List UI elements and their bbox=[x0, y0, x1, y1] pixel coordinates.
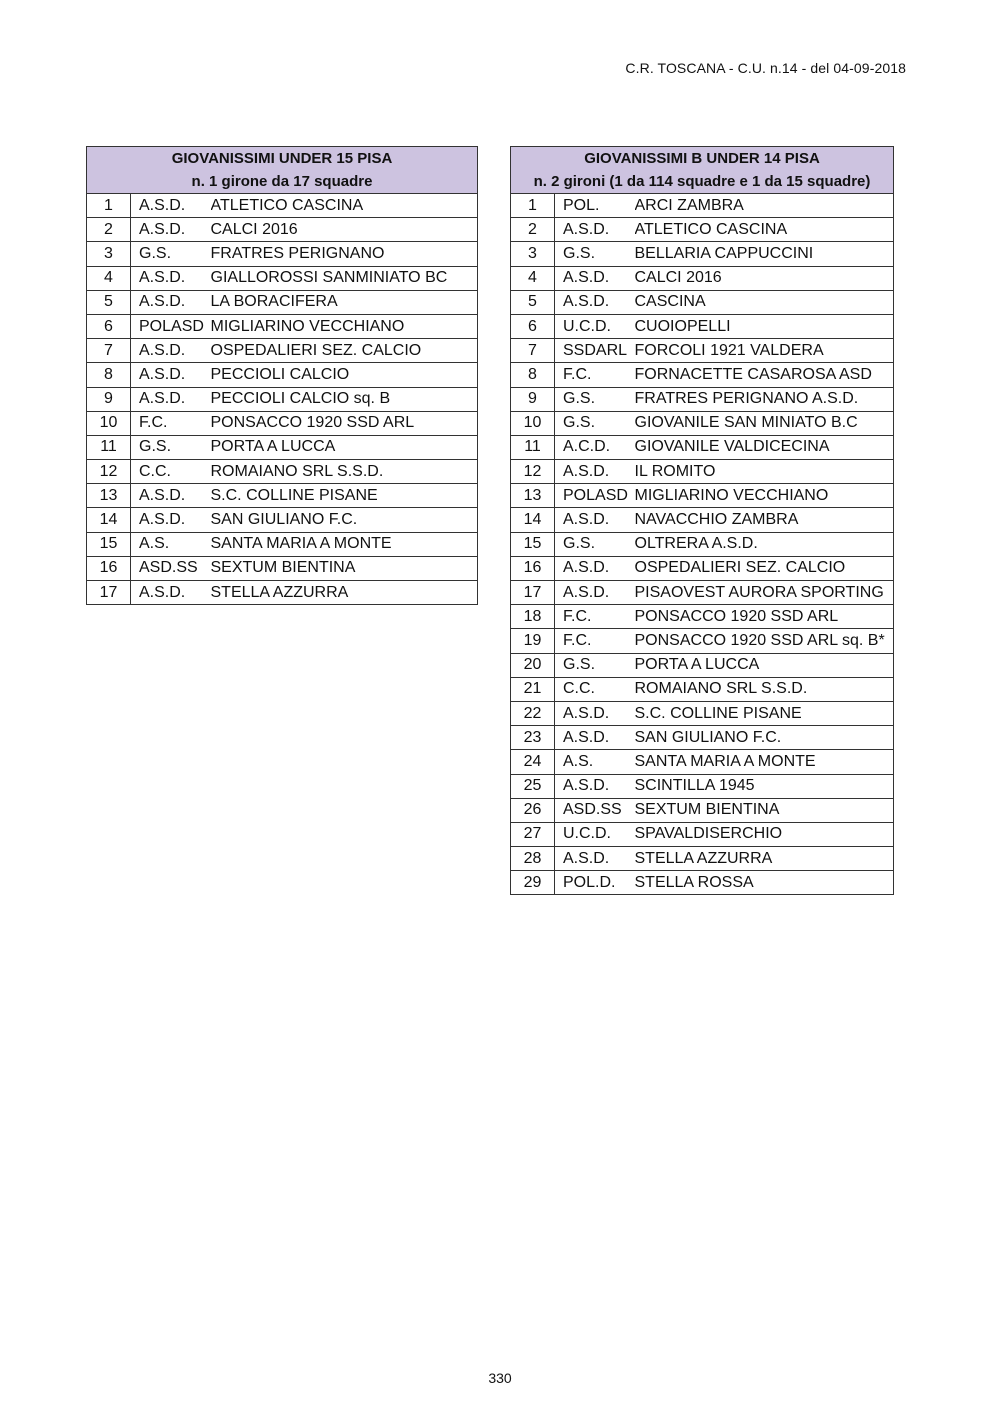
team-name: PONSACCO 1920 SSD ARL bbox=[211, 411, 478, 435]
table-row bbox=[511, 822, 894, 846]
team-number: 3 bbox=[511, 242, 555, 266]
team-name: NAVACCHIO ZAMBRA bbox=[635, 508, 894, 532]
team-name: SEXTUM BIENTINA bbox=[635, 798, 894, 822]
table-row bbox=[87, 363, 478, 387]
club-type: A.S.D. bbox=[131, 508, 211, 532]
club-type: G.S. bbox=[555, 411, 635, 435]
team-number: 4 bbox=[511, 266, 555, 290]
team-name: FRATRES PERIGNANO A.S.D. bbox=[635, 387, 894, 411]
team-number: 11 bbox=[87, 435, 131, 459]
team-name: PONSACCO 1920 SSD ARL bbox=[635, 605, 894, 629]
team-name: SANTA MARIA A MONTE bbox=[635, 750, 894, 774]
table-row bbox=[511, 847, 894, 871]
table-row bbox=[511, 532, 894, 556]
team-name: ATLETICO CASCINA bbox=[211, 194, 478, 218]
team-name: LA BORACIFERA bbox=[211, 290, 478, 314]
team-number: 9 bbox=[87, 387, 131, 411]
club-type: C.C. bbox=[555, 677, 635, 701]
table-row bbox=[511, 460, 894, 484]
team-name: S.C. COLLINE PISANE bbox=[211, 484, 478, 508]
team-number: 24 bbox=[511, 750, 555, 774]
team-name: FORCOLI 1921 VALDERA bbox=[635, 339, 894, 363]
table-subtitle: n. 1 girone da 17 squadre bbox=[191, 173, 373, 190]
table-title: GIOVANISSIMI B UNDER 14 PISA bbox=[584, 150, 820, 167]
team-name: ROMAIANO SRL S.S.D. bbox=[635, 677, 894, 701]
table-row bbox=[511, 218, 894, 242]
table-row bbox=[511, 387, 894, 411]
table-row bbox=[87, 387, 478, 411]
club-type: A.S.D. bbox=[131, 363, 211, 387]
table-row bbox=[87, 339, 478, 363]
table-row bbox=[511, 750, 894, 774]
club-type: U.C.D. bbox=[555, 822, 635, 846]
table-row bbox=[87, 556, 478, 580]
table-heading bbox=[87, 147, 478, 194]
club-type: A.S.D. bbox=[555, 266, 635, 290]
team-name: CUOIOPELLI bbox=[635, 314, 894, 338]
team-number: 14 bbox=[87, 508, 131, 532]
club-type: A.S.D. bbox=[131, 581, 211, 605]
under14-team-table bbox=[510, 146, 894, 895]
team-name: STELLA AZZURRA bbox=[211, 581, 478, 605]
club-type: F.C. bbox=[131, 411, 211, 435]
table-row bbox=[511, 484, 894, 508]
table-row bbox=[87, 508, 478, 532]
club-type: A.S.D. bbox=[555, 508, 635, 532]
club-type: A.S.D. bbox=[555, 581, 635, 605]
team-number: 22 bbox=[511, 701, 555, 725]
team-name: CALCI 2016 bbox=[211, 218, 478, 242]
table-row bbox=[511, 798, 894, 822]
team-name: GIOVANILE VALDICECINA bbox=[635, 435, 894, 459]
team-number: 7 bbox=[87, 339, 131, 363]
team-number: 6 bbox=[511, 314, 555, 338]
club-type: A.S.D. bbox=[131, 218, 211, 242]
team-number: 25 bbox=[511, 774, 555, 798]
team-number: 5 bbox=[87, 290, 131, 314]
team-number: 5 bbox=[511, 290, 555, 314]
team-number: 13 bbox=[87, 484, 131, 508]
table-row bbox=[511, 653, 894, 677]
team-name: GIALLOROSSI SANMINIATO BC bbox=[211, 266, 478, 290]
team-name: OSPEDALIERI SEZ. CALCIO bbox=[635, 556, 894, 580]
team-name: MIGLIARINO VECCHIANO bbox=[635, 484, 894, 508]
table-row bbox=[87, 435, 478, 459]
team-number: 12 bbox=[511, 460, 555, 484]
club-type: A.S.D. bbox=[555, 460, 635, 484]
team-name: PORTA A LUCCA bbox=[211, 435, 478, 459]
club-type: A.S.D. bbox=[555, 701, 635, 725]
club-type: POLASD bbox=[131, 314, 211, 338]
team-number: 2 bbox=[87, 218, 131, 242]
club-type: A.S.D. bbox=[131, 484, 211, 508]
team-name: SANTA MARIA A MONTE bbox=[211, 532, 478, 556]
table-row bbox=[87, 266, 478, 290]
team-number: 19 bbox=[511, 629, 555, 653]
team-name: PISAOVEST AURORA SPORTING bbox=[635, 581, 894, 605]
table-row bbox=[511, 701, 894, 725]
team-name: PECCIOLI CALCIO bbox=[211, 363, 478, 387]
under15-team-table bbox=[86, 146, 478, 605]
table-row bbox=[511, 556, 894, 580]
club-type: G.S. bbox=[555, 532, 635, 556]
table-row bbox=[511, 871, 894, 895]
table-row bbox=[511, 363, 894, 387]
team-number: 14 bbox=[511, 508, 555, 532]
team-name: MIGLIARINO VECCHIANO bbox=[211, 314, 478, 338]
table-row bbox=[87, 581, 478, 605]
table-row bbox=[87, 484, 478, 508]
team-name: CASCINA bbox=[635, 290, 894, 314]
table-row bbox=[87, 194, 478, 218]
team-number: 9 bbox=[511, 387, 555, 411]
table-row bbox=[511, 581, 894, 605]
team-number: 29 bbox=[511, 871, 555, 895]
table-row bbox=[511, 677, 894, 701]
club-type: U.C.D. bbox=[555, 314, 635, 338]
table-body bbox=[511, 194, 894, 895]
team-name: SCINTILLA 1945 bbox=[635, 774, 894, 798]
team-number: 12 bbox=[87, 460, 131, 484]
team-name: STELLA AZZURRA bbox=[635, 847, 894, 871]
club-type: G.S. bbox=[555, 387, 635, 411]
team-number: 11 bbox=[511, 435, 555, 459]
team-number: 7 bbox=[511, 339, 555, 363]
team-number: 15 bbox=[511, 532, 555, 556]
club-type: A.S.D. bbox=[131, 194, 211, 218]
table-row bbox=[87, 460, 478, 484]
team-name: S.C. COLLINE PISANE bbox=[635, 701, 894, 725]
club-type: POL.D. bbox=[555, 871, 635, 895]
table-subtitle: n. 2 gironi (1 da 114 squadre e 1 da 15 squadre) bbox=[533, 173, 871, 190]
team-name: PORTA A LUCCA bbox=[635, 653, 894, 677]
club-type: A.S.D. bbox=[555, 774, 635, 798]
club-type: A.S.D. bbox=[555, 847, 635, 871]
table-row bbox=[87, 532, 478, 556]
club-type: SSDARL bbox=[555, 339, 635, 363]
club-type: A.S.D. bbox=[555, 556, 635, 580]
table-row bbox=[87, 314, 478, 338]
club-type: A.S.D. bbox=[131, 266, 211, 290]
table-heading bbox=[511, 147, 894, 194]
team-number: 23 bbox=[511, 726, 555, 750]
club-type: POLASD bbox=[555, 484, 635, 508]
club-type: POL. bbox=[555, 194, 635, 218]
team-name: BELLARIA CAPPUCCINI bbox=[635, 242, 894, 266]
club-type: ASD.SS bbox=[555, 798, 635, 822]
table-row bbox=[511, 266, 894, 290]
table-row bbox=[511, 339, 894, 363]
club-type: A.S.D. bbox=[555, 218, 635, 242]
club-type: A.S.D. bbox=[131, 290, 211, 314]
team-number: 27 bbox=[511, 822, 555, 846]
team-name: FORNACETTE CASAROSA ASD bbox=[635, 363, 894, 387]
team-number: 8 bbox=[87, 363, 131, 387]
club-type: G.S. bbox=[555, 242, 635, 266]
team-number: 1 bbox=[511, 194, 555, 218]
table-row bbox=[87, 242, 478, 266]
table-row bbox=[511, 508, 894, 532]
team-number: 21 bbox=[511, 677, 555, 701]
team-name: ATLETICO CASCINA bbox=[635, 218, 894, 242]
table-row bbox=[511, 774, 894, 798]
team-name: PONSACCO 1920 SSD ARL sq. B* bbox=[635, 629, 894, 653]
team-number: 4 bbox=[87, 266, 131, 290]
team-name: STELLA ROSSA bbox=[635, 871, 894, 895]
table-row bbox=[87, 290, 478, 314]
team-name: ARCI ZAMBRA bbox=[635, 194, 894, 218]
club-type: A.S. bbox=[555, 750, 635, 774]
team-name: FRATRES PERIGNANO bbox=[211, 242, 478, 266]
club-type: A.S.D. bbox=[555, 290, 635, 314]
team-number: 2 bbox=[511, 218, 555, 242]
club-type: F.C. bbox=[555, 363, 635, 387]
team-name: SEXTUM BIENTINA bbox=[211, 556, 478, 580]
club-type: F.C. bbox=[555, 605, 635, 629]
team-number: 20 bbox=[511, 653, 555, 677]
team-number: 10 bbox=[87, 411, 131, 435]
team-name: SAN GIULIANO F.C. bbox=[211, 508, 478, 532]
table-row bbox=[511, 435, 894, 459]
team-name: SPAVALDISERCHIO bbox=[635, 822, 894, 846]
team-number: 17 bbox=[511, 581, 555, 605]
table-row bbox=[87, 411, 478, 435]
team-name: ROMAIANO SRL S.S.D. bbox=[211, 460, 478, 484]
team-number: 26 bbox=[511, 798, 555, 822]
team-name: OLTRERA A.S.D. bbox=[635, 532, 894, 556]
club-type: ASD.SS bbox=[131, 556, 211, 580]
table-row bbox=[511, 629, 894, 653]
team-number: 6 bbox=[87, 314, 131, 338]
table-row bbox=[511, 314, 894, 338]
team-number: 16 bbox=[511, 556, 555, 580]
team-number: 18 bbox=[511, 605, 555, 629]
team-name: OSPEDALIERI SEZ. CALCIO bbox=[211, 339, 478, 363]
team-name: GIOVANILE SAN MINIATO B.C bbox=[635, 411, 894, 435]
table-row bbox=[511, 242, 894, 266]
team-number: 1 bbox=[87, 194, 131, 218]
table-row bbox=[511, 194, 894, 218]
club-type: A.S. bbox=[131, 532, 211, 556]
club-type: A.S.D. bbox=[555, 726, 635, 750]
club-type: C.C. bbox=[131, 460, 211, 484]
team-number: 16 bbox=[87, 556, 131, 580]
table-row bbox=[511, 605, 894, 629]
team-number: 10 bbox=[511, 411, 555, 435]
document-header: C.R. TOSCANA - C.U. n.14 - del 04-09-2018 bbox=[625, 60, 906, 76]
team-number: 8 bbox=[511, 363, 555, 387]
team-name: SAN GIULIANO F.C. bbox=[635, 726, 894, 750]
team-number: 28 bbox=[511, 847, 555, 871]
club-type: G.S. bbox=[555, 653, 635, 677]
table-row bbox=[511, 290, 894, 314]
page-number: 330 bbox=[488, 1370, 512, 1386]
club-type: F.C. bbox=[555, 629, 635, 653]
team-name: PECCIOLI CALCIO sq. B bbox=[211, 387, 478, 411]
table-title: GIOVANISSIMI UNDER 15 PISA bbox=[171, 150, 393, 167]
team-name: CALCI 2016 bbox=[635, 266, 894, 290]
table-row bbox=[87, 218, 478, 242]
club-type: G.S. bbox=[131, 242, 211, 266]
club-type: G.S. bbox=[131, 435, 211, 459]
club-type: A.S.D. bbox=[131, 339, 211, 363]
club-type: A.C.D. bbox=[555, 435, 635, 459]
table-row bbox=[511, 411, 894, 435]
table-body bbox=[87, 194, 478, 605]
team-name: IL ROMITO bbox=[635, 460, 894, 484]
team-number: 15 bbox=[87, 532, 131, 556]
team-number: 13 bbox=[511, 484, 555, 508]
team-number: 3 bbox=[87, 242, 131, 266]
table-row bbox=[511, 726, 894, 750]
team-number: 17 bbox=[87, 581, 131, 605]
club-type: A.S.D. bbox=[131, 387, 211, 411]
